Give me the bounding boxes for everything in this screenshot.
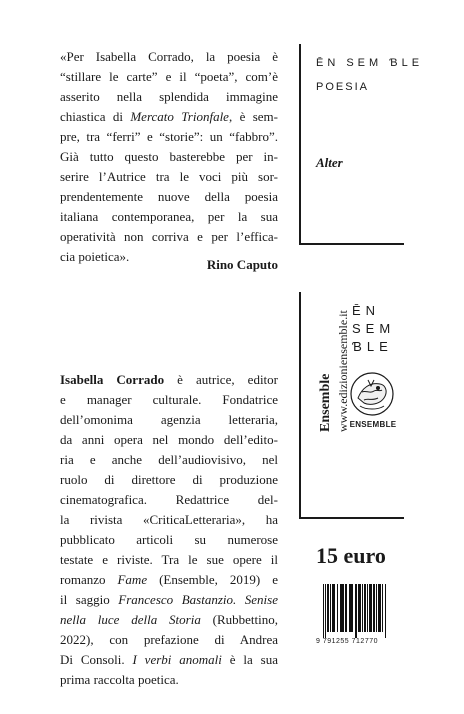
quote-line: cia poietica». [60, 249, 130, 264]
horizontal-divider-bottom [299, 517, 404, 519]
collection-name: Alter [316, 155, 343, 170]
barcode-bar [385, 584, 387, 638]
quote-line: prendentemente nuove della poesia [60, 189, 278, 204]
bio-line: e manager culturale. Fondatrice [60, 392, 278, 407]
quote-line [60, 107, 278, 127]
quote-book-title: Mercato Trionfale [130, 109, 229, 124]
bio-line: pubblicato articoli su numerose [60, 532, 278, 547]
bio-text: è autrice, editor [164, 372, 278, 387]
book-title: I verbi anomali [132, 652, 222, 667]
quote-line: italiana contemporanea, per la sua [60, 209, 278, 224]
quote-text: chiastica di [60, 109, 131, 124]
bio-text: il saggio [60, 592, 119, 607]
vertical-divider-bottom [299, 292, 301, 518]
bio-line [60, 370, 278, 390]
price-label: 15 euro [316, 543, 386, 568]
vertical-divider-top [299, 44, 301, 244]
bio-line: 2022), con prefazione di Andrea [60, 632, 278, 647]
author-bio [60, 370, 278, 690]
bio-text: (Rubbettino, [200, 612, 279, 627]
publisher-website: www.edizioniensemble.it [336, 310, 350, 432]
logo-row: ƁLE [352, 339, 393, 354]
bio-line: testate e riviste. Tra le sue opere il [60, 552, 278, 567]
bio-text: è la sua [221, 652, 279, 667]
barcode-bars-icon [323, 584, 413, 638]
bio-line: cinematografica. Redattrice del- [60, 492, 278, 507]
quote-line: Già tutto questo basterebbe per in- [60, 149, 278, 164]
logo-row: SEM [352, 321, 396, 336]
author-name: Isabella Corrado [60, 372, 165, 387]
bio-text: Di Consoli. [60, 652, 133, 667]
bio-line [60, 590, 278, 610]
publisher-logo-label: ENSEMBLE [349, 420, 397, 429]
bio-line: da anni opera nel mondo dell’edito- [60, 432, 278, 447]
back-cover-quote [60, 47, 278, 267]
horizontal-divider-top [299, 243, 404, 245]
quote-line: serire l’Autrice tra le voci più sor- [60, 169, 278, 184]
publisher-logo-text [352, 302, 396, 356]
bio-text: (Ensemble, 2019) e [147, 572, 279, 587]
quote-line: operatività non corriva e per l’effica- [60, 229, 278, 244]
quote-line: «Per Isabella Corrado, la poesia è [60, 49, 278, 64]
isbn-digits: 9 791255 712770 [316, 638, 378, 645]
isbn-barcode [316, 584, 414, 644]
bio-line: la rivista «CriticaLetteraria», ha [60, 512, 278, 527]
spine-publisher-name: Ensemble [318, 373, 333, 432]
publisher-wordmark: ĒN SEM ƁLE [316, 57, 424, 69]
bio-line: ruolo di direttore di produzione [60, 472, 278, 487]
quote-line: asserito nella splendida immagine [60, 89, 278, 104]
book-title: nella luce della Storia [60, 612, 201, 627]
quote-attribution: Rino Caputo [206, 257, 278, 272]
bio-line [60, 610, 278, 630]
bio-line: ria e anche dell’audiovisivo, nel [60, 452, 278, 467]
bio-line [60, 570, 278, 590]
quote-line: pre, tra “ferri” e “storie”: un “fabbro”. [60, 129, 278, 144]
series-name: POESIA [316, 81, 369, 93]
quote-text: , è sem- [228, 109, 278, 124]
quote-line: “stillare le carte” e il “poeta”, com’è [60, 69, 278, 84]
book-title: Francesco Bastanzio. Senise [118, 592, 278, 607]
publisher-emblem-icon [348, 370, 396, 418]
bio-line: dell’omonima agenzia letteraria, [60, 412, 278, 427]
book-title: Fame [117, 572, 148, 587]
logo-row: ĒN [352, 303, 381, 318]
bio-line: prima raccolta poetica. [60, 672, 179, 687]
bio-line [60, 650, 278, 670]
bio-text: romanzo [60, 572, 118, 587]
